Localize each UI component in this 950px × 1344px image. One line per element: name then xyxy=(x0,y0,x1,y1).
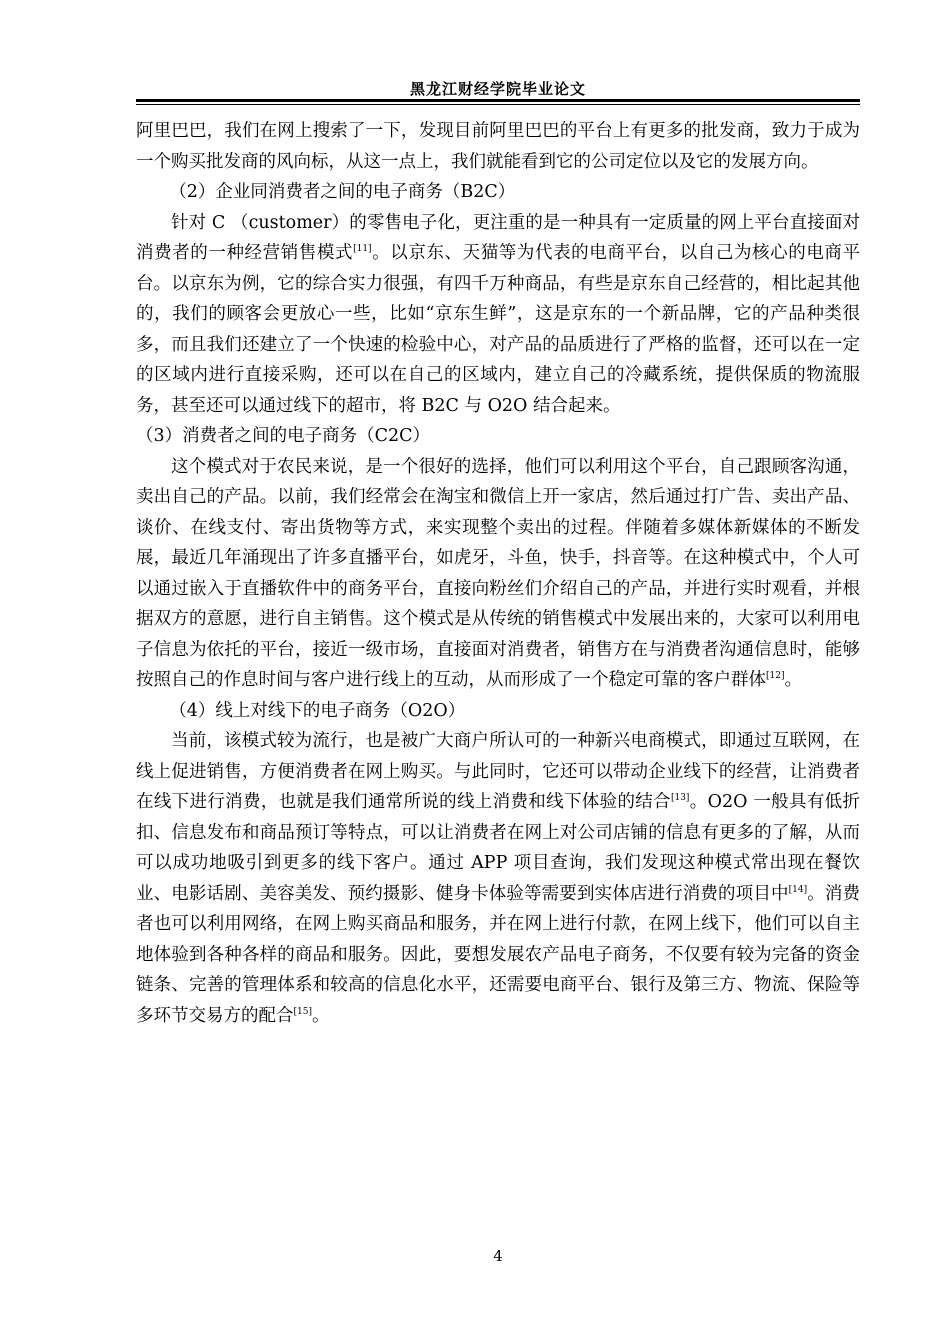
paragraph-b2c-text-a: 针对 C （customer）的零售电子化，更注重的是一种具有一定质量的网上平台直接面对消费者的一种经营销售模式 xyxy=(136,212,860,263)
paragraph-o2o-text-b: 。O2O 一般具有低折扣、信息发布和商品预订等特点，可以让消费者在网上对公司店铺的信息有更多的了解，从而可以成功地吸引到更多的线下客户。通过 APP 项目查询，我们发现这种模式常出现在餐饮业、电影话剧、美容美发、预约摄影、健身卡体验等需要到实体店进行消费的项目中 xyxy=(136,792,861,904)
paragraph-c2c-text-b: 。 xyxy=(784,670,802,690)
paragraph-alibaba: 阿里巴巴，我们在网上搜索了一下，发现目前阿里巴巴的平台上有更多的批发商，致力于成为一个购买批发商的风向标，从这一点上，我们就能看到它的公司定位以及它的发展方向。 xyxy=(136,121,860,172)
paragraph-b2c xyxy=(136,208,860,422)
paragraph-c2c xyxy=(136,452,860,696)
header-rule-thin xyxy=(136,104,860,105)
paragraph-c2c-text-a: 这个模式对于农民来说，是一个很好的选择，他们可以利用这个平台，自己跟顾客沟通，卖出自己的产品。以前，我们经常会在淘宝和微信上开一家店，然后通过打广告、卖出产品、谈价、在线支付、寄出货物等方式，来实现整个卖出的过程。伴随着多媒体新媒体的不断发展，最近几年涌现出了许多直播平台，如虎牙，斗鱼，快手，抖音等。在这种模式中，个人可以通过嵌入于直播软件中的商务平台，直接向粉丝们介绍自己的产品，并进行实时观看，并根据双方的意愿，进行自主销售。这个模式是从传统的销售模式中发展出来的，大家可以利用电子信息为依托的平台，接近一级市场，直接面对消费者，销售方在与消费者沟通信息时，能够按照自己的作息时间与客户进行线上的互动，从而形成了一个稳定可靠的客户群体 xyxy=(136,456,860,690)
section-heading-c2c: （3）消费者之间的电子商务（C2C） xyxy=(136,426,431,446)
page-number: 4 xyxy=(493,1247,503,1265)
page-header-title: 黑龙江财经学院毕业论文 xyxy=(409,80,586,98)
paragraph-b2c-text-b: 。以京东、天猫等为代表的电商平台，以自己为核心的电商平台。以京东为例，它的综合实力很强，有四千万种商品，有些是京东自己经营的，相比起其他的，我们的顾客会更放心一些，比如“京东生鲜”，这是京东的一个新品牌，它的产品种类很多，而且我们还建立了一个快速的检验中心，对产品的品质进行了严格的监督，还可以在一定的区域内进行直接采购，还可以在自己的区域内，建立自己的冷藏系统，提供保质的物流服务，甚至还可以通过线下的超市，将 B2C 与 O2O 结合起来。 xyxy=(136,243,861,416)
section-heading-o2o: （4）线上对线下的电子商务（O2O） xyxy=(169,700,466,721)
header-rule-thick xyxy=(136,99,860,102)
paragraph-o2o xyxy=(136,726,860,1031)
citation-14: [14] xyxy=(788,884,808,895)
citation-13: [13] xyxy=(670,793,690,804)
document-body xyxy=(136,116,860,1031)
paragraph-o2o-text-d: 。 xyxy=(311,1005,330,1026)
citation-15: [15] xyxy=(293,1006,312,1017)
paragraph-o2o-text-a: 当前，该模式较为流行，也是被广大商户所认可的一种新兴电商模式，即通过互联网，在线上促进销售，方便消费者在网上购买。与此同时，它还可以带动企业线下的经营，让消费者在线下进行消费，也就是我们通常所说的线上消费和线下体验的结合 xyxy=(136,731,860,812)
citation-12: [12] xyxy=(766,671,785,682)
paragraph-o2o-text-c: 。消费者也可以利用网络，在网上购买商品和服务，并在网上进行付款，在网上线下，他们可以自主地体验到各种各样的商品和服务。因此，要想发展农产品电子商务，不仅要有较为完备的资金链条、完善的管理体系和较高的信息化水平，还需要电商平台、银行及第三方、物流、保险等多环节交易方的配合 xyxy=(136,883,861,1026)
citation-11: [11] xyxy=(353,244,372,255)
section-heading-b2c: （2）企业同消费者之间的电子商务（B2C） xyxy=(169,182,516,202)
